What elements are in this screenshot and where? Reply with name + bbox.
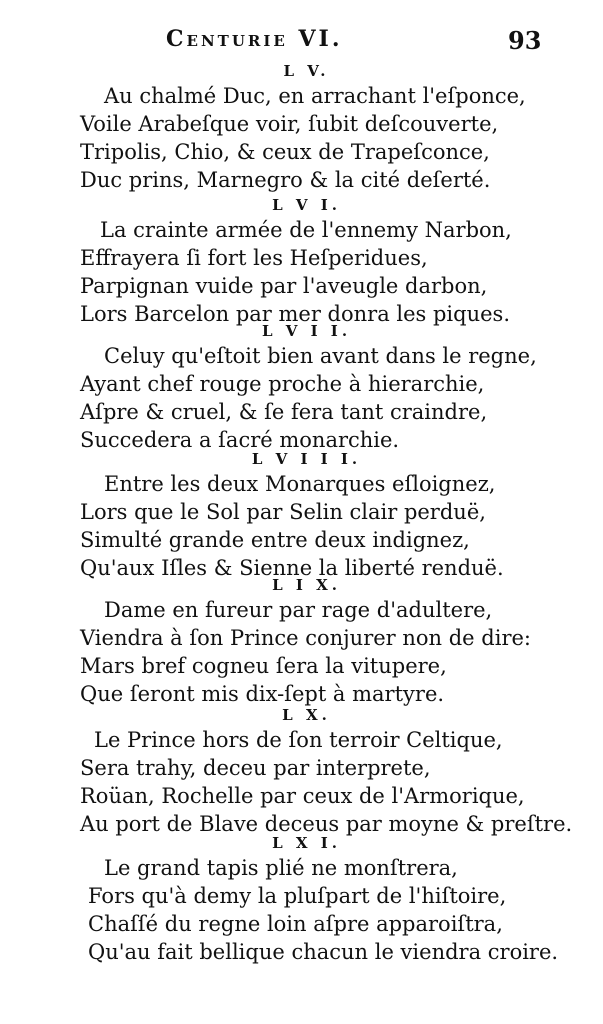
quatrain-numeral: L V. <box>283 62 330 80</box>
verse-line: Mars bref cogneu ſera la vitupere, <box>80 654 447 678</box>
verse-line: Chaſſé du regne loin aſpre apparoiſtra, <box>88 912 503 936</box>
verse-line: Sera trahy, deceu par interprete, <box>80 756 431 780</box>
page-number: 93 <box>508 26 542 55</box>
verse-line: Au port de Blave deceus par moyne & preſtre. <box>80 812 573 836</box>
verse-line: Roüan, Rochelle par ceux de l'Armorique, <box>80 784 525 808</box>
verse-line: Duc prins, Marnegro & la cité deſerté. <box>80 168 491 192</box>
verse-line: Succedera a ſacré monarchie. <box>80 428 400 452</box>
running-head <box>0 26 603 56</box>
verse-line: La crainte armée de l'ennemy Narbon, <box>100 218 512 242</box>
verse-line: Tripolis, Chio, & ceux de Trapeſconce, <box>80 140 490 164</box>
verse-line: Le grand tapis plié ne monſtrera, <box>104 856 458 880</box>
quatrain-61 <box>0 832 603 966</box>
verse-line: Effrayera ſi fort les Heſperidues, <box>80 246 428 270</box>
quatrain-59 <box>0 574 603 708</box>
verse-line: Simulté grande entre deux indignez, <box>80 528 470 552</box>
verse-line: Viendra à ſon Prince conjurer non de dire: <box>80 626 531 650</box>
quatrain-56 <box>0 194 603 328</box>
quatrain-numeral: L V I. <box>272 196 341 214</box>
verse-line: Le Prince hors de ſon terroir Celtique, <box>94 728 503 752</box>
verse-line: Voile Arabeſque voir, ſubit deſcouverte, <box>80 112 499 136</box>
verse-line: Qu'aux Iſles & Sienne la liberté renduë. <box>80 556 504 580</box>
quatrain-numeral: L V I I I. <box>251 450 362 468</box>
verse-line: Ayant chef rouge proche à hierarchie, <box>80 372 485 396</box>
verse-line: Lors que le Sol par Selin clair perduë, <box>80 500 486 524</box>
quatrain-numeral: L I X. <box>272 576 341 594</box>
quatrain-60 <box>0 704 603 838</box>
quatrain-numeral: L X I. <box>272 834 341 852</box>
verse-line: Qu'au fait bellique chacun le viendra croire. <box>88 940 559 964</box>
verse-line: Parpignan vuide par l'aveugle darbon, <box>80 274 488 298</box>
quatrain-58 <box>0 448 603 582</box>
quatrain-57 <box>0 320 603 454</box>
verse-line: Entre les deux Monarques eſloignez, <box>104 472 496 496</box>
quatrain-numeral: L V I I. <box>261 322 352 340</box>
verse-line: Fors qu'à demy la pluſpart de l'hiſtoire, <box>88 884 507 908</box>
quatrain-numeral: L X. <box>282 706 331 724</box>
verse-line: Lors Barcelon par mer donra les piques. <box>80 302 510 326</box>
verse-line: Au chalmé Duc, en arrachant l'eſponce, <box>104 84 526 108</box>
quatrain-55 <box>0 60 603 194</box>
verse-line: Dame en fureur par rage d'adultere, <box>104 598 493 622</box>
verse-line: Aſpre & cruel, & ſe fera tant craindre, <box>80 400 488 424</box>
running-title: Centurie VI. <box>166 26 343 52</box>
verse-line: Que ſeront mis dix-ſept à martyre. <box>80 682 445 706</box>
verse-line: Celuy qu'eſtoit bien avant dans le regne, <box>104 344 537 368</box>
